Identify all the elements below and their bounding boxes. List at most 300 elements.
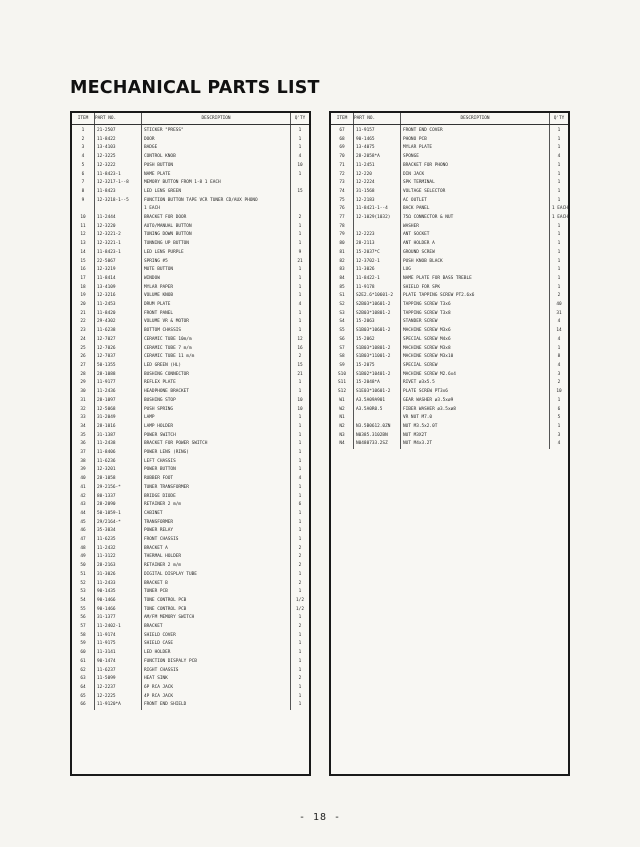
cell-qty: 1 [291, 388, 310, 397]
cell-description: 4P RCA JACK [142, 693, 291, 702]
table-row [72, 475, 309, 484]
table-row [72, 423, 309, 432]
table-row [72, 675, 309, 684]
cell-part-no: 12-3225 [95, 153, 142, 162]
cell-item: 82 [339, 258, 345, 264]
table-row [72, 701, 309, 710]
cell-item: 26 [80, 354, 86, 360]
cell-item: S7 [339, 345, 345, 351]
table-row [72, 327, 309, 336]
cell-part-no: 12-7037 [95, 353, 142, 362]
cell-part-no: 15-2062 [354, 336, 401, 345]
cell-item: S2 [339, 302, 345, 308]
cell-item: 30 [80, 389, 86, 395]
cell-qty: 4 [550, 362, 569, 371]
cell-qty: 1 [291, 510, 310, 519]
cell-qty: 1 [550, 125, 569, 136]
cell-item: 17 [80, 275, 86, 281]
cell-item: S8 [339, 354, 345, 360]
cell-description: VOLUME VR & MOTOR [142, 318, 291, 327]
table-row [72, 693, 309, 702]
cell-description: BRACKET [142, 623, 291, 632]
table-row [72, 188, 309, 197]
cell-qty: 2 [291, 675, 310, 684]
cell-part-no: 90-1435 [95, 588, 142, 597]
cell-item: 43 [80, 502, 86, 508]
cell-description: TONE CONTROL PCB [142, 597, 291, 606]
cell-qty: 6 [291, 501, 310, 510]
cell-description: SHIELD COVER [142, 632, 291, 641]
cell-item: 21 [80, 310, 86, 316]
cell-part-no: 11-8406 [95, 449, 142, 458]
cell-description: FRONT END COVER [401, 125, 550, 136]
table-row [72, 353, 309, 362]
cell-description: RETAINER 2 m/m [142, 501, 291, 510]
cell-item: 75 [339, 197, 345, 203]
parts-table-right [329, 111, 570, 776]
cell-description: PUSH SPRING [142, 406, 291, 415]
cell-qty: 1 EACH [550, 214, 569, 223]
table-row [72, 493, 309, 502]
cell-qty: 31 [550, 310, 569, 319]
cell-part-no: 31-3026 [95, 571, 142, 580]
cell-part-no: S1B03*10601-2 [354, 327, 401, 336]
cell-part-no: 80-1337 [95, 493, 142, 502]
cell-part-no: A3.5A09A901 [354, 397, 401, 406]
table-row [331, 240, 568, 249]
cell-qty: 1 [291, 640, 310, 649]
cell-part-no: 29-2156-* [95, 484, 142, 493]
cell-description: REFLEX PLATE [142, 379, 291, 388]
column-header-part-no: PART NO. [354, 113, 401, 125]
cell-description: WINDOW [142, 275, 291, 284]
cell-qty: 40 [550, 301, 569, 310]
cell-part-no: 90-1465 [354, 136, 401, 145]
table-row [72, 379, 309, 388]
cell-part-no: 11-2402-1 [95, 623, 142, 632]
cell-item: 5 [81, 162, 85, 168]
table-row [72, 284, 309, 293]
cell-part-no: 11-2432 [95, 545, 142, 554]
cell-description: SPK TERMINAL [401, 179, 550, 188]
cell-description: TAPPING SCREW T3x8 [401, 310, 550, 319]
table-row [331, 345, 568, 354]
table-row [72, 397, 309, 406]
table-row [72, 362, 309, 371]
cell-qty: 1 [550, 162, 569, 171]
cell-item: 67 [339, 128, 345, 133]
cell-part-no: 11-2453 [95, 301, 142, 310]
cell-qty: 1 [550, 258, 569, 267]
cell-description: THERMAL HOLDER [142, 553, 291, 562]
cell-qty: 1 [550, 231, 569, 240]
cell-item: 34 [80, 423, 86, 429]
table-row [72, 632, 309, 641]
cell-description: MACHINE SCREW M3x8 [401, 345, 550, 354]
cell-description: BRACKET FOR DOOR [142, 214, 291, 223]
cell-qty: 10 [291, 397, 310, 406]
table-row [331, 388, 568, 397]
cell-description: BOTTOM CHASSIS [142, 327, 291, 336]
cell-description: BRACKET B [142, 580, 291, 589]
cell-qty: 10 [291, 162, 310, 171]
cell-description: MACHINE SCREW M3x10 [401, 353, 550, 362]
table-row [72, 667, 309, 676]
table-row [72, 318, 309, 327]
cell-qty: 1 [291, 519, 310, 528]
cell-description: RUBBER FOOT [142, 475, 291, 484]
cell-part-no: 11-2436 [95, 388, 142, 397]
cell-item: W1 [339, 397, 345, 403]
cell-item: S3 [339, 310, 345, 316]
cell-item: 85 [339, 284, 345, 290]
cell-qty: 1 [291, 171, 310, 180]
cell-part-no: 28-1088 [95, 371, 142, 380]
table-row [72, 292, 309, 301]
table-row [72, 310, 309, 319]
cell-qty: 3 [550, 371, 569, 380]
cell-part-no: 13-4109 [95, 284, 142, 293]
cell-description: RIVET ø3x5.5 [401, 379, 550, 388]
column-header-description: DESCRIPTION [401, 113, 550, 125]
cell-qty: 1 [291, 449, 310, 458]
table-row [72, 275, 309, 284]
cell-description: BADGE [142, 144, 291, 153]
cell-description: POWER BUTTON [142, 466, 291, 475]
cell-description: VR NUT M7.0 [401, 414, 550, 423]
cell-item: 45 [80, 519, 86, 525]
cell-qty: 1 [291, 423, 310, 432]
cell-description: NUT M4x3.2T [401, 440, 550, 449]
cell-qty: 1 [291, 432, 310, 441]
cell-qty: 2 [291, 562, 310, 571]
cell-part-no: 13-4075 [354, 144, 401, 153]
cell-part-no: 31-1568 [354, 188, 401, 197]
table-row [72, 125, 309, 136]
cell-description: VOLTAGE SELECTOR [401, 188, 550, 197]
cell-description: HEADPHONE BRACKET [142, 388, 291, 397]
table-row [331, 362, 568, 371]
cell-item: 23 [80, 328, 86, 334]
cell-description: PUSH BUTTON [142, 162, 291, 171]
cell-qty: 21 [291, 371, 310, 380]
cell-item: 8 [81, 188, 85, 194]
parts-table-left [70, 111, 311, 776]
cell-description: STICKER "PRESS" [142, 125, 291, 136]
cell-qty: 1 [291, 318, 310, 327]
cell-qty: 4 [550, 153, 569, 162]
table-header-row [331, 113, 568, 125]
cell-item: 81 [339, 249, 345, 255]
cell-part-no: 11-2444 [95, 214, 142, 223]
cell-qty: 1 [291, 266, 310, 275]
cell-qty: 1 [291, 440, 310, 449]
cell-description: DIGITAL DISPLAY TUBE [142, 571, 291, 580]
cell-qty [291, 179, 310, 188]
cell-part-no: 13-4103 [95, 144, 142, 153]
cell-qty [291, 197, 310, 206]
cell-part-no: 11-6237 [95, 667, 142, 676]
cell-description: SPECIAL SCREW M4x6 [401, 336, 550, 345]
table-row [331, 266, 568, 275]
table-row [72, 484, 309, 493]
cell-item: 60 [80, 650, 86, 656]
cell-item: 76 [339, 206, 345, 212]
cell-part-no: 12-5068 [95, 406, 142, 415]
cell-part-no: 11-3026 [354, 266, 401, 275]
cell-item: 40 [80, 476, 86, 482]
parts-table [72, 113, 309, 710]
cell-part-no: 28-2090 [95, 501, 142, 510]
cell-part-no: 28-2113 [354, 240, 401, 249]
cell-description: DRUM PLATE [142, 301, 291, 310]
cell-part-no: 15-2048*A [354, 379, 401, 388]
cell-description: FUNCTION DISPALY PCB [142, 658, 291, 667]
cell-qty: 15 [291, 362, 310, 371]
cell-description: CONTROL KNOB [142, 153, 291, 162]
cell-qty: 1 [291, 536, 310, 545]
cell-qty: 6 [550, 406, 569, 415]
table-row [72, 223, 309, 232]
cell-description: MUTE BUTTON [142, 266, 291, 275]
cell-description: HEAT SINK [142, 675, 291, 684]
cell-qty: 1 [291, 414, 310, 423]
table-row [72, 336, 309, 345]
table-row [72, 562, 309, 571]
cell-item: S1 [339, 293, 345, 299]
table-row [72, 501, 309, 510]
page-number: - 18 - [298, 812, 342, 823]
cell-qty: 1 [550, 284, 569, 293]
cell-qty: 1 [291, 458, 310, 467]
cell-item: 38 [80, 458, 86, 464]
cell-description: CERAMIC TUBE 7 m/m [142, 345, 291, 354]
cell-qty: 1 [291, 667, 310, 676]
cell-item: 15 [80, 258, 86, 264]
cell-part-no: N3.5B0612.0ZN [354, 423, 401, 432]
parts-table [331, 113, 568, 449]
cell-part-no: N0385.3102BN [354, 432, 401, 441]
table-row [72, 231, 309, 240]
cell-description: POWER RELAY [142, 527, 291, 536]
cell-item: S9 [339, 362, 345, 368]
table-row [72, 640, 309, 649]
table-row [72, 440, 309, 449]
cell-part-no: 12-3217-1--8 [95, 179, 142, 188]
table-row [72, 197, 309, 206]
table-row [331, 301, 568, 310]
cell-qty: 1 [291, 327, 310, 336]
cell-part-no: 12-2237 [95, 684, 142, 693]
cell-part-no: 11-6236 [95, 458, 142, 467]
table-row [72, 388, 309, 397]
cell-description: FRONT CHASSIS [142, 536, 291, 545]
cell-part-no: 28-1016 [95, 423, 142, 432]
cell-description: SPRING #5 [142, 258, 291, 267]
cell-description: MEMORY BUTTON FROM 1-8 1 EACH [142, 179, 291, 188]
cell-item: 33 [80, 415, 86, 421]
cell-description: MYLAR PLATE [401, 144, 550, 153]
cell-qty: 15 [291, 188, 310, 197]
cell-part-no: 29/2164-* [95, 519, 142, 528]
cell-description: FUNCTION BUTTON TAPE VCR TUNER CD/AUX PHONO [142, 197, 291, 206]
table-row [331, 440, 568, 449]
cell-item: 65 [80, 693, 86, 699]
cell-item: 53 [80, 589, 86, 595]
cell-item: N1 [339, 415, 345, 421]
cell-part-no: 12-1029(1032) [354, 214, 401, 223]
cell-description: GEAR WASHER ø3.5xø9 [401, 397, 550, 406]
cell-qty: 1/2 [291, 597, 310, 606]
cell-part-no: S2E2.6*10601-2 [354, 292, 401, 301]
cell-description: LUG [401, 266, 550, 275]
cell-item: 22 [80, 319, 86, 325]
cell-description: NAME PLATE [142, 171, 291, 180]
cell-qty: 1 [291, 240, 310, 249]
cell-item: 66 [80, 702, 86, 708]
table-row [72, 345, 309, 354]
table-row [72, 466, 309, 475]
cell-item: 84 [339, 275, 345, 281]
cell-part-no: 12-3216 [95, 292, 142, 301]
cell-part-no: 12-3221-2 [95, 231, 142, 240]
table-row [72, 510, 309, 519]
table-row [72, 179, 309, 188]
table-row [72, 136, 309, 145]
table-row [72, 553, 309, 562]
table-row [331, 371, 568, 380]
cell-description: NUT M3.5x2.0T [401, 423, 550, 432]
cell-qty: 1 [550, 144, 569, 153]
cell-qty: 3 [550, 432, 569, 441]
cell-description: LAMP HOLDER [142, 423, 291, 432]
cell-qty: 12 [291, 336, 310, 345]
table-row [331, 318, 568, 327]
cell-description: POWER SWITCH [142, 432, 291, 441]
cell-qty: 4 [550, 336, 569, 345]
cell-description: AUTO/MANUAL BUTTON [142, 223, 291, 232]
cell-qty: 1 [291, 231, 310, 240]
cell-item: 51 [80, 571, 86, 577]
cell-qty: 1 [550, 240, 569, 249]
cell-description: CABINET [142, 510, 291, 519]
table-row [72, 205, 309, 214]
cell-qty [291, 205, 310, 214]
cell-qty: 1 [550, 223, 569, 232]
table-row [72, 406, 309, 415]
cell-part-no: 28-1058 [95, 475, 142, 484]
cell-item: 54 [80, 597, 86, 603]
cell-part-no: S1E03*10601-2 [354, 388, 401, 397]
cell-item: 4 [81, 154, 85, 160]
cell-item: 41 [80, 484, 86, 490]
cell-description: TUNER PCB [142, 588, 291, 597]
cell-qty: 4 [550, 440, 569, 449]
cell-item: 63 [80, 676, 86, 682]
cell-part-no: 12-3201 [95, 466, 142, 475]
cell-qty: 1 [291, 223, 310, 232]
table-body [331, 125, 568, 450]
cell-item: N2 [339, 423, 345, 429]
table-row [72, 266, 309, 275]
cell-qty: 1 [550, 345, 569, 354]
cell-qty: 1 [550, 197, 569, 206]
cell-item: 44 [80, 510, 86, 516]
cell-item: 74 [339, 188, 345, 194]
table-row [331, 414, 568, 423]
cell-qty: 1 [291, 693, 310, 702]
cell-part-no: 12-3222 [95, 162, 142, 171]
cell-item: S5 [339, 328, 345, 334]
cell-item: 80 [339, 241, 345, 247]
cell-item: S11 [338, 380, 346, 386]
cell-qty: 1 [550, 266, 569, 275]
column-header-qty: Q'TY [291, 113, 310, 125]
cell-description: VOLUME KNOB [142, 292, 291, 301]
cell-qty: 14 [550, 327, 569, 336]
cell-qty: 1 [291, 125, 310, 136]
table-row [331, 249, 568, 258]
table-row [331, 353, 568, 362]
cell-qty: 1 [291, 275, 310, 284]
cell-description: FIBER WASHER ø3.5xø8 [401, 406, 550, 415]
cell-description: POWER LENS (RING) [142, 449, 291, 458]
table-row [72, 371, 309, 380]
table-row [72, 301, 309, 310]
table-row [72, 258, 309, 267]
table-row [331, 125, 568, 136]
cell-qty: 1 [291, 136, 310, 145]
cell-description: LED GREEN (HL) [142, 362, 291, 371]
table-row [72, 414, 309, 423]
table-row [72, 153, 309, 162]
cell-part-no: 31-1377 [95, 614, 142, 623]
cell-part-no: 12-3220 [95, 223, 142, 232]
cell-qty: 4 [291, 153, 310, 162]
cell-part-no [354, 414, 401, 423]
cell-description: SHIELD CASE [142, 640, 291, 649]
column-header-item: ITEM [72, 113, 95, 125]
cell-description: PLATE SCREW PT3x6 [401, 388, 550, 397]
cell-qty: 9 [291, 249, 310, 258]
cell-description: TONE CONTROL PCB [142, 606, 291, 615]
table-row [72, 658, 309, 667]
cell-part-no: 31-1387 [95, 432, 142, 441]
cell-item: 50 [80, 563, 86, 569]
cell-item: 47 [80, 537, 86, 543]
cell-item: 18 [80, 284, 86, 290]
cell-part-no: 22-5067 [95, 258, 142, 267]
cell-item: S6 [339, 336, 345, 342]
cell-description: ANT SOCKET [401, 231, 550, 240]
cell-part-no: 12-2225 [95, 693, 142, 702]
column-header-part-no: PART NO. [95, 113, 142, 125]
cell-qty: 2 [291, 623, 310, 632]
table-row [72, 684, 309, 693]
table-row [331, 432, 568, 441]
cell-item: 16 [80, 267, 86, 273]
cell-qty: 1 [291, 614, 310, 623]
cell-part-no: 50-1355 [95, 362, 142, 371]
cell-description: AC OUTLET [401, 197, 550, 206]
cell-description: PHONO PCB [401, 136, 550, 145]
cell-part-no: 11-8414 [95, 275, 142, 284]
cell-qty: 1 [291, 484, 310, 493]
cell-qty: 21 [291, 258, 310, 267]
cell-part-no: 11-2433 [95, 580, 142, 589]
cell-part-no: 11-9178 [354, 284, 401, 293]
cell-item: 70 [339, 154, 345, 160]
